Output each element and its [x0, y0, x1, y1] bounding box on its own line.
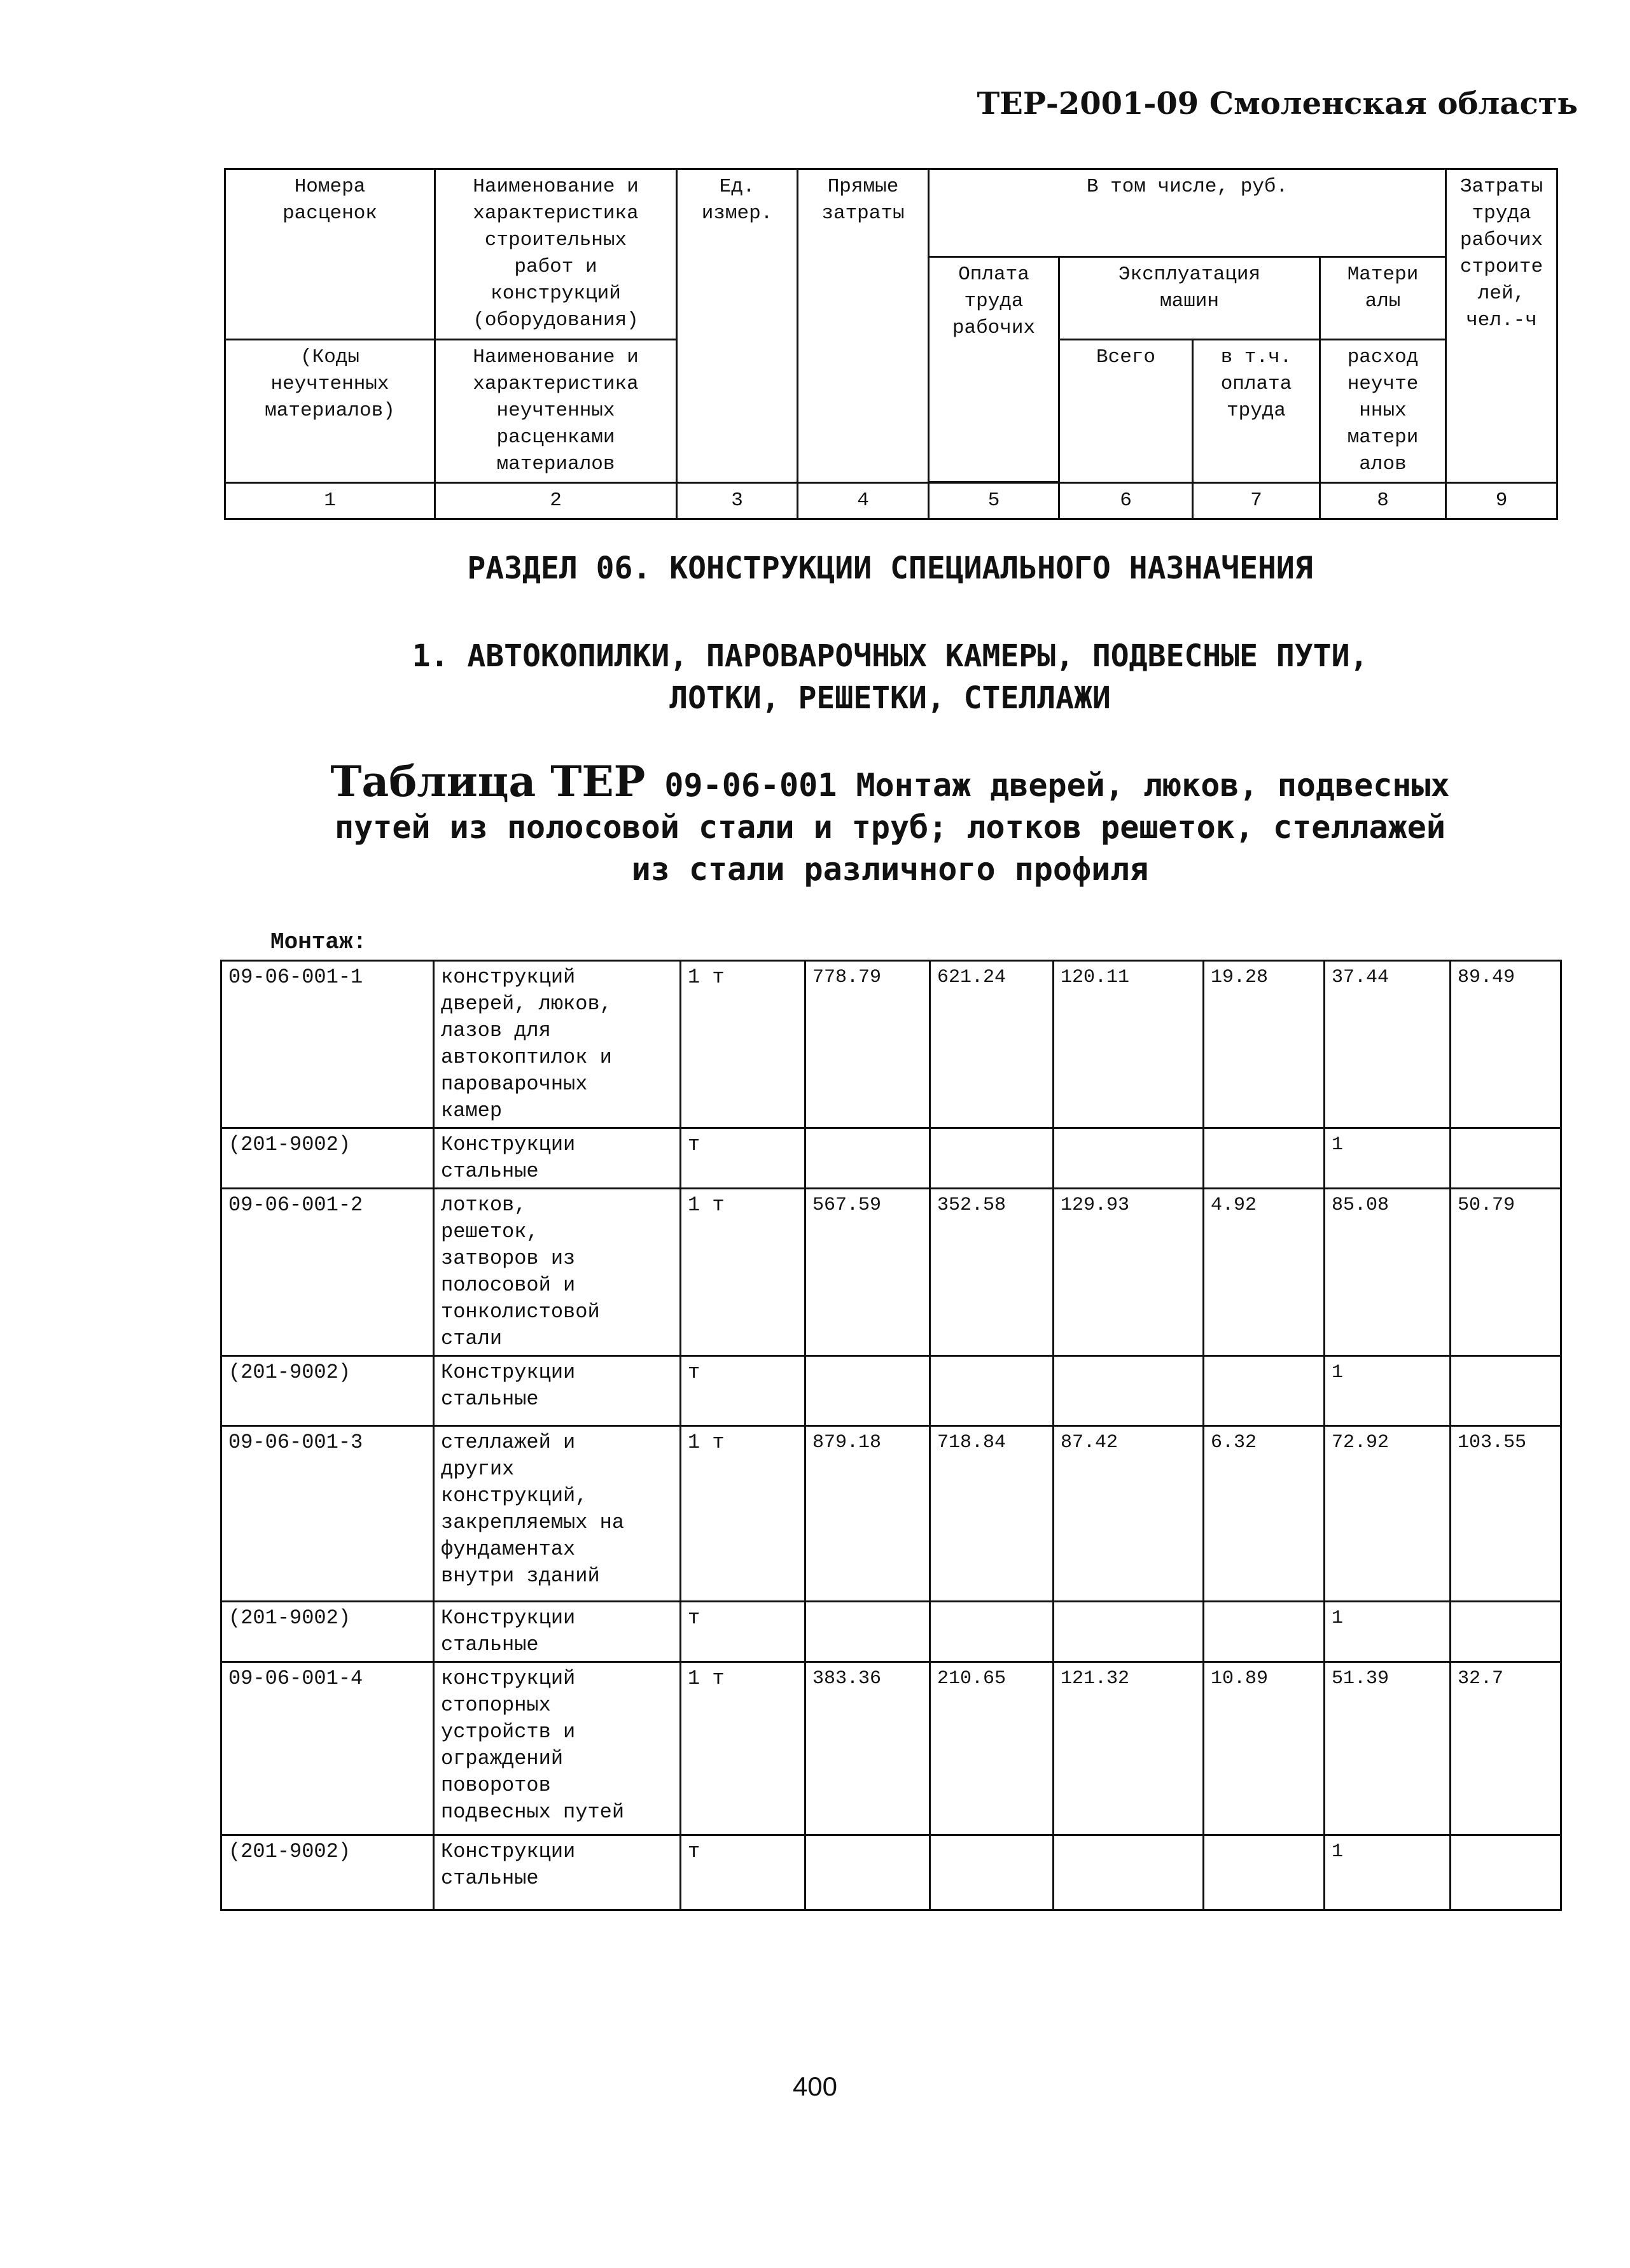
materials: 37.44 — [1325, 961, 1451, 1128]
direct-costs — [805, 1128, 930, 1189]
machines-labor — [1204, 1835, 1325, 1910]
machines-labor: 10.89 — [1204, 1662, 1325, 1835]
rate-code: (201-9002) — [221, 1356, 434, 1426]
column-header-table — [224, 168, 1558, 520]
table-title: Таблица ТЕР 09-06-001 Монтаж дверей, люков, подвесных путей из полосовой стали и труб; лотков решеток, стеллажей из стали различного профиля — [330, 757, 1450, 888]
labor-hours: 50.79 — [1451, 1189, 1561, 1356]
labor-pay — [930, 1128, 1054, 1189]
table-row — [221, 1602, 1561, 1662]
machines-labor — [1204, 1128, 1325, 1189]
work-name: конструкций стопорных устройств и ограждений поворотов подвесных путей — [434, 1662, 681, 1835]
machines-total — [1054, 1128, 1204, 1189]
header-rate-numbers: Номера расценок — [225, 169, 435, 340]
direct-costs: 383.36 — [805, 1662, 930, 1835]
rate-code: (201-9002) — [221, 1128, 434, 1189]
materials: 85.08 — [1325, 1189, 1451, 1356]
machines-total — [1054, 1835, 1204, 1910]
column-number: 4 — [798, 483, 929, 519]
labor-pay: 352.58 — [930, 1189, 1054, 1356]
unit: т — [681, 1602, 805, 1662]
materials: 51.39 — [1325, 1662, 1451, 1835]
column-number: 6 — [1059, 483, 1193, 519]
unit: т — [681, 1128, 805, 1189]
labor-pay — [930, 1835, 1054, 1910]
labor-hours — [1451, 1602, 1561, 1662]
work-name: Конструкции стальные — [434, 1356, 681, 1426]
unit: 1 т — [681, 1426, 805, 1602]
page-number: 400 — [792, 2071, 838, 2101]
materials: 72.92 — [1325, 1426, 1451, 1602]
machines-total: 129.93 — [1054, 1189, 1204, 1356]
rate-code: (201-9002) — [221, 1602, 434, 1662]
header-unaccounted-materials: расход неучте нных матери алов — [1320, 340, 1446, 483]
rate-code: (201-9002) — [221, 1835, 434, 1910]
column-number: 9 — [1446, 483, 1557, 519]
work-name: конструкций дверей, люков, лазов для автокоптилок и пароварочных камер — [434, 961, 681, 1128]
table-row — [221, 1128, 1561, 1189]
labor-pay: 718.84 — [930, 1426, 1054, 1602]
machines-labor — [1204, 1602, 1325, 1662]
montazh-label: Монтаж: — [270, 929, 367, 955]
subsection-title: 1. АВТОКОПИЛКИ, ПАРОВАРОЧНЫХ КАМЕРЫ, ПОДВЕСНЫЕ ПУТИ, ЛОТКИ, РЕШЕТКИ, СТЕЛЛАЖИ — [412, 638, 1369, 716]
header-machines-labor: в т.ч. оплата труда — [1193, 340, 1320, 483]
unit: 1 т — [681, 961, 805, 1128]
header-machines: Эксплуатация машин — [1059, 257, 1320, 340]
machines-labor — [1204, 1356, 1325, 1426]
header-work-name: Наименование и характеристика строительных работ и конструкций (оборудования) — [435, 169, 677, 340]
labor-hours — [1451, 1128, 1561, 1189]
unit: 1 т — [681, 1189, 805, 1356]
work-name: стеллажей и других конструкций, закрепляемых на фундаментах внутри зданий — [434, 1426, 681, 1602]
header-labor-hours: Затраты труда рабочих строите лей, чел.-ч — [1446, 169, 1557, 483]
direct-costs — [805, 1835, 930, 1910]
machines-labor: 4.92 — [1204, 1189, 1325, 1356]
header-material-codes: (Коды неучтенных материалов) — [225, 340, 435, 483]
labor-hours — [1451, 1356, 1561, 1426]
work-name: лотков, решеток, затворов из полосовой и тонколистовой стали — [434, 1189, 681, 1356]
header-materials: Матери алы — [1320, 257, 1446, 340]
table-row — [221, 1189, 1561, 1356]
labor-hours: 89.49 — [1451, 961, 1561, 1128]
rate-code: 09-06-001-3 — [221, 1426, 434, 1602]
direct-costs: 778.79 — [805, 961, 930, 1128]
machines-labor: 19.28 — [1204, 961, 1325, 1128]
direct-costs — [805, 1602, 930, 1662]
column-number: 3 — [677, 483, 798, 519]
header-material-name: Наименование и характеристика неучтенных расценками материалов — [435, 340, 677, 483]
column-number: 8 — [1320, 483, 1446, 519]
machines-total — [1054, 1356, 1204, 1426]
labor-hours: 103.55 — [1451, 1426, 1561, 1602]
table-row — [221, 1835, 1561, 1910]
machines-total: 121.32 — [1054, 1662, 1204, 1835]
header-unit: Ед. измер. — [677, 169, 798, 483]
table-row — [221, 1426, 1561, 1602]
unit: т — [681, 1356, 805, 1426]
labor-hours — [1451, 1835, 1561, 1910]
direct-costs: 879.18 — [805, 1426, 930, 1602]
machines-total — [1054, 1602, 1204, 1662]
column-number: 7 — [1193, 483, 1320, 519]
work-name: Конструкции стальные — [434, 1835, 681, 1910]
work-name: Конструкции стальные — [434, 1602, 681, 1662]
column-number: 2 — [435, 483, 677, 519]
page-header-title: ТЕР-2001-09 Смоленская область — [977, 86, 1578, 122]
rate-code: 09-06-001-4 — [221, 1662, 434, 1835]
labor-pay — [930, 1602, 1054, 1662]
table-row — [221, 1662, 1561, 1835]
rate-code: 09-06-001-2 — [221, 1189, 434, 1356]
labor-pay: 621.24 — [930, 961, 1054, 1128]
work-name: Конструкции стальные — [434, 1128, 681, 1189]
machines-total: 120.11 — [1054, 961, 1204, 1128]
direct-costs: 567.59 — [805, 1189, 930, 1356]
table-row — [221, 1356, 1561, 1426]
header-labor-pay: Оплата труда рабочих — [929, 257, 1059, 482]
materials: 1 — [1325, 1602, 1451, 1662]
column-number: 1 — [225, 483, 435, 519]
rate-code: 09-06-001-1 — [221, 961, 434, 1128]
table-row — [221, 961, 1561, 1128]
labor-pay — [930, 1356, 1054, 1426]
direct-costs — [805, 1356, 930, 1426]
unit: т — [681, 1835, 805, 1910]
labor-hours: 32.7 — [1451, 1662, 1561, 1835]
materials: 1 — [1325, 1128, 1451, 1189]
materials: 1 — [1325, 1835, 1451, 1910]
column-number: 5 — [929, 483, 1059, 519]
section-title: РАЗДЕЛ 06. КОНСТРУКЦИИ СПЕЦИАЛЬНОГО НАЗНАЧЕНИЯ — [467, 550, 1313, 586]
machines-total: 87.42 — [1054, 1426, 1204, 1602]
header-direct-costs: Прямые затраты — [798, 169, 929, 483]
rates-table — [220, 960, 1562, 1911]
header-including: В том числе, руб. — [929, 169, 1446, 257]
unit: 1 т — [681, 1662, 805, 1835]
materials: 1 — [1325, 1356, 1451, 1426]
machines-labor: 6.32 — [1204, 1426, 1325, 1602]
labor-pay: 210.65 — [930, 1662, 1054, 1835]
header-machines-total: Всего — [1059, 340, 1193, 483]
